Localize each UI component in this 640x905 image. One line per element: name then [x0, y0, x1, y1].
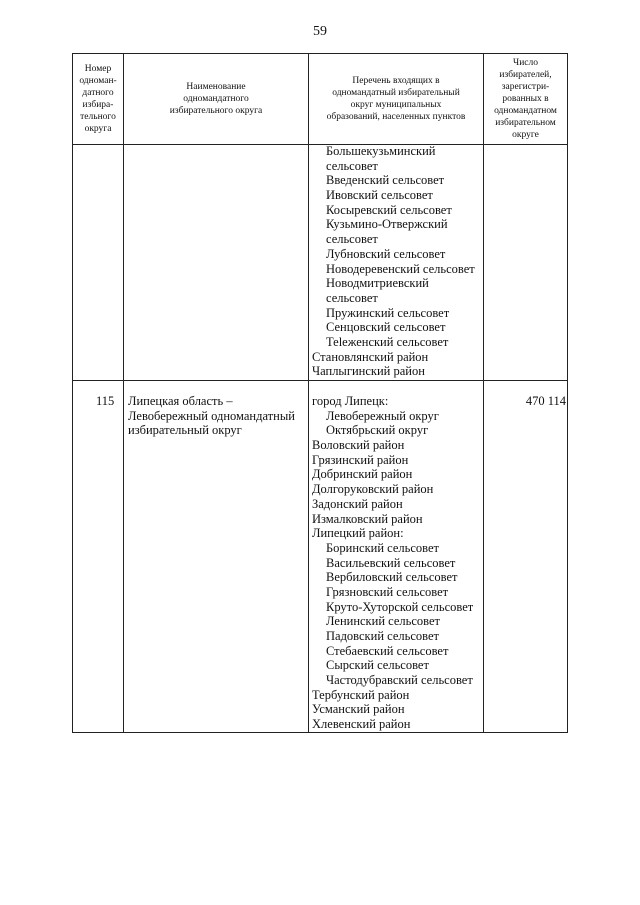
- table-border-top: [72, 53, 568, 54]
- municipality-list-item: сельсовет: [326, 158, 378, 173]
- row-divider: [72, 380, 568, 381]
- district-municipality-list: [312, 394, 473, 732]
- municipality-list-item: Ленинский сельсовет: [326, 614, 440, 629]
- municipality-list-item: Измалковский район: [312, 511, 423, 526]
- header-district-name: Наименование одномандатного избирательного округа: [169, 82, 263, 116]
- header-voter-count: Число избирателей, зарегистри- рованных в одномандатном избирательном округе: [494, 58, 557, 140]
- page-number: 59: [313, 24, 327, 39]
- district-number: 115: [96, 394, 115, 408]
- column-divider: [483, 53, 484, 733]
- municipality-list-item: Вербиловский сельсовет: [326, 570, 458, 585]
- municipality-list-item: Сырский сельсовет: [326, 658, 429, 673]
- header-municipalities: Перечень входящих в одномандатный избирательный округ муниципальных образований, населенных пунктов: [326, 76, 466, 122]
- municipality-list-item: Чаплыгинский район: [312, 364, 425, 379]
- municipality-list-item: Становлянский район: [312, 349, 429, 364]
- table-border-right: [567, 53, 568, 733]
- municipality-list-item: Октябрьский округ: [326, 423, 429, 438]
- municipality-list-item: Воловский район: [312, 438, 405, 453]
- municipality-list-item: Добринский район: [312, 467, 413, 482]
- municipality-list-item: Задонский район: [312, 496, 403, 511]
- column-divider: [123, 53, 124, 733]
- municipality-list-item: Падовский сельсовет: [326, 629, 439, 643]
- municipality-list-item: Введенский сельсовет: [326, 173, 445, 188]
- municipality-list-item: Пружинский сельсовет: [326, 305, 450, 320]
- municipality-list-item: Грязинский район: [312, 452, 409, 467]
- municipality-list-item: Частодубравский сельсовет: [326, 673, 473, 688]
- municipality-list-item: Хлевенский район: [312, 717, 411, 732]
- municipality-list-item: сельсовет: [326, 232, 378, 247]
- municipality-list-item: Стебаевский сельсовет: [326, 643, 449, 658]
- municipality-list-item: Липецкий район:: [312, 526, 404, 541]
- municipality-list-item: Грязновский сельсовет: [326, 584, 449, 599]
- municipality-list-item: Васильевский сельсовет: [326, 555, 456, 570]
- header-district-number: Номер одноман- датного избира- тельного округа: [79, 64, 117, 134]
- municipality-list-item: Большекузьминский: [326, 144, 436, 158]
- municipality-list-item: Усманский район: [312, 702, 405, 717]
- municipality-list-item: город Липецк:: [312, 394, 389, 408]
- municipality-list-item: Долгоруковский район: [312, 482, 434, 497]
- continuation-municipality-list: [312, 144, 475, 379]
- municipality-list-item: Ивовский сельсовет: [326, 188, 433, 203]
- municipality-list-item: Косыревский сельсовет: [326, 202, 452, 217]
- municipality-list-item: Боринский сельсовет: [326, 540, 440, 555]
- municipality-list-item: Кузьмино-Отвержский: [326, 217, 448, 232]
- column-divider: [308, 53, 309, 733]
- municipality-list-item: Сенцовский сельсовет: [326, 320, 446, 335]
- district-name: Липецкая область – Левобережный одномандатный избирательный округ: [128, 394, 295, 438]
- municipality-list-item: Теleженский сельсовет: [326, 334, 449, 349]
- municipality-list-item: Новодеревенский сельсовет: [326, 261, 475, 276]
- municipality-list-item: Новодмитриевский: [326, 276, 429, 291]
- municipality-list-item: сельсовет: [326, 290, 378, 305]
- districts-table: [72, 53, 568, 733]
- municipality-list-item: Круто-Хуторской сельсовет: [326, 599, 474, 614]
- municipality-list-item: Левобережный округ: [326, 408, 439, 423]
- table-border-bottom: [72, 732, 568, 733]
- municipality-list-item: Тербунский район: [312, 687, 410, 702]
- district-voter-count: 470 114: [525, 394, 566, 408]
- municipality-list-item: Лубновский сельсовет: [326, 246, 446, 261]
- table-border-left: [72, 53, 73, 733]
